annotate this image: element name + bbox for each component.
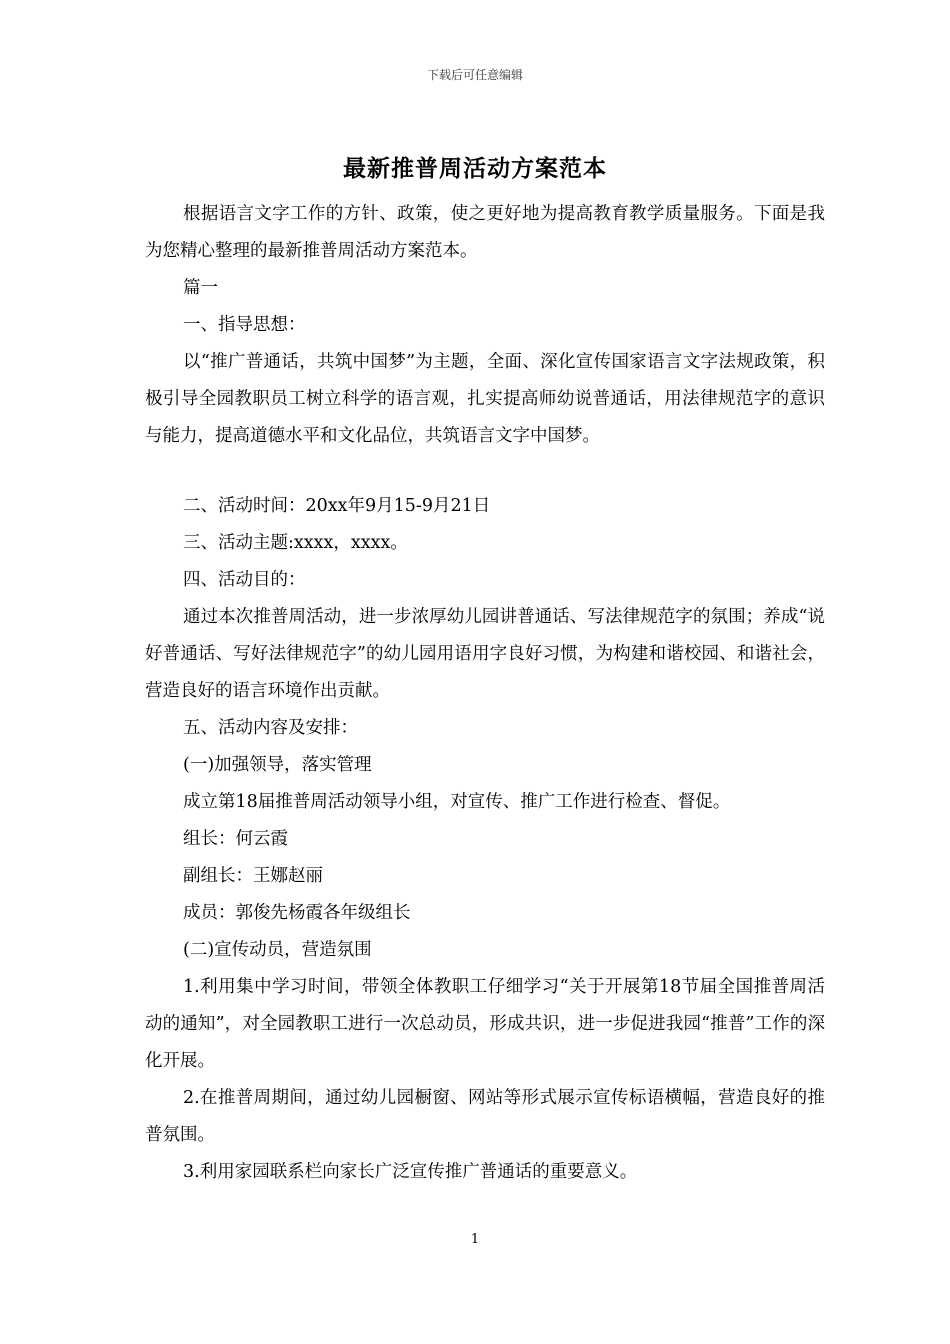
paragraph-item-2: 2.在推普周期间，通过幼儿园橱窗、网站等形式展示宣传标语横幅，营造良好的推普氛围。 [145,1088,825,1145]
paragraph-guiding-thought: 以“推广普通话，共筑中国梦”为主题，全面、深化宣传国家语言文字法规政策，积极引导全园教职员工树立科学的语言观，扎实提高师幼说普通话，用法律规范字的意识与能力，提高道德水平和文化品位，共筑语言文字中国梦。 [145,352,825,446]
document-title: 最新推普周活动方案范本 [343,155,607,182]
paragraph-deputy-leader: 副组长：王娜赵丽 [183,866,323,886]
paragraph-group-leader: 组长：何云霞 [183,829,288,849]
paragraph-leadership-group: 成立第18届推普周活动领导小组，对宣传、推广工作进行检查、督促。 [183,792,731,812]
blank-line [145,455,825,488]
heading-guiding-thought: 一、指导思想： [183,315,306,335]
paragraph-activity-time: 二、活动时间：20xx年9月15-9月21日 [183,496,491,516]
page-number: 1 [470,1232,480,1247]
paragraph-members: 成员：郭俊先杨霞各年级组长 [183,903,411,923]
paragraph-intro: 根据语言文字工作的方针、政策，使之更好地为提高教育教学质量服务。下面是我为您精心整理的最新推普周活动方案范本。 [145,204,825,261]
paragraph-section-label: 篇一 [183,278,218,298]
paragraph-item-1: 1.利用集中学习时间，带领全体教职工仔细学习“关于开展第18节届全国推普周活动的通知”，对全园教职工进行一次总动员，形成共识，进一步促进我园“推普”工作的深化开展。 [145,977,825,1071]
paragraph-activity-theme: 三、活动主题:xxxx，xxxx。 [183,533,408,553]
subheading-leadership: (一)加强领导，落实管理 [183,755,372,775]
paragraph-item-3: 3.利用家园联系栏向家长广泛宣传推广普通话的重要意义。 [183,1162,638,1182]
page-header: 下载后可任意编辑 [426,68,523,82]
heading-activity-content: 五、活动内容及安排： [183,718,358,738]
subheading-publicity: (二)宣传动员，营造氛围 [183,940,372,960]
document-body [145,196,825,1191]
heading-activity-purpose: 四、活动目的： [183,570,306,590]
paragraph-activity-purpose: 通过本次推普周活动，进一步浓厚幼儿园讲普通话、写法律规范字的氛围；养成“说好普通话、写好法律规范字”的幼儿园用语用字良好习惯，为构建和谐校园、和谐社会，营造良好的语言环境作出贡献。 [145,607,825,701]
